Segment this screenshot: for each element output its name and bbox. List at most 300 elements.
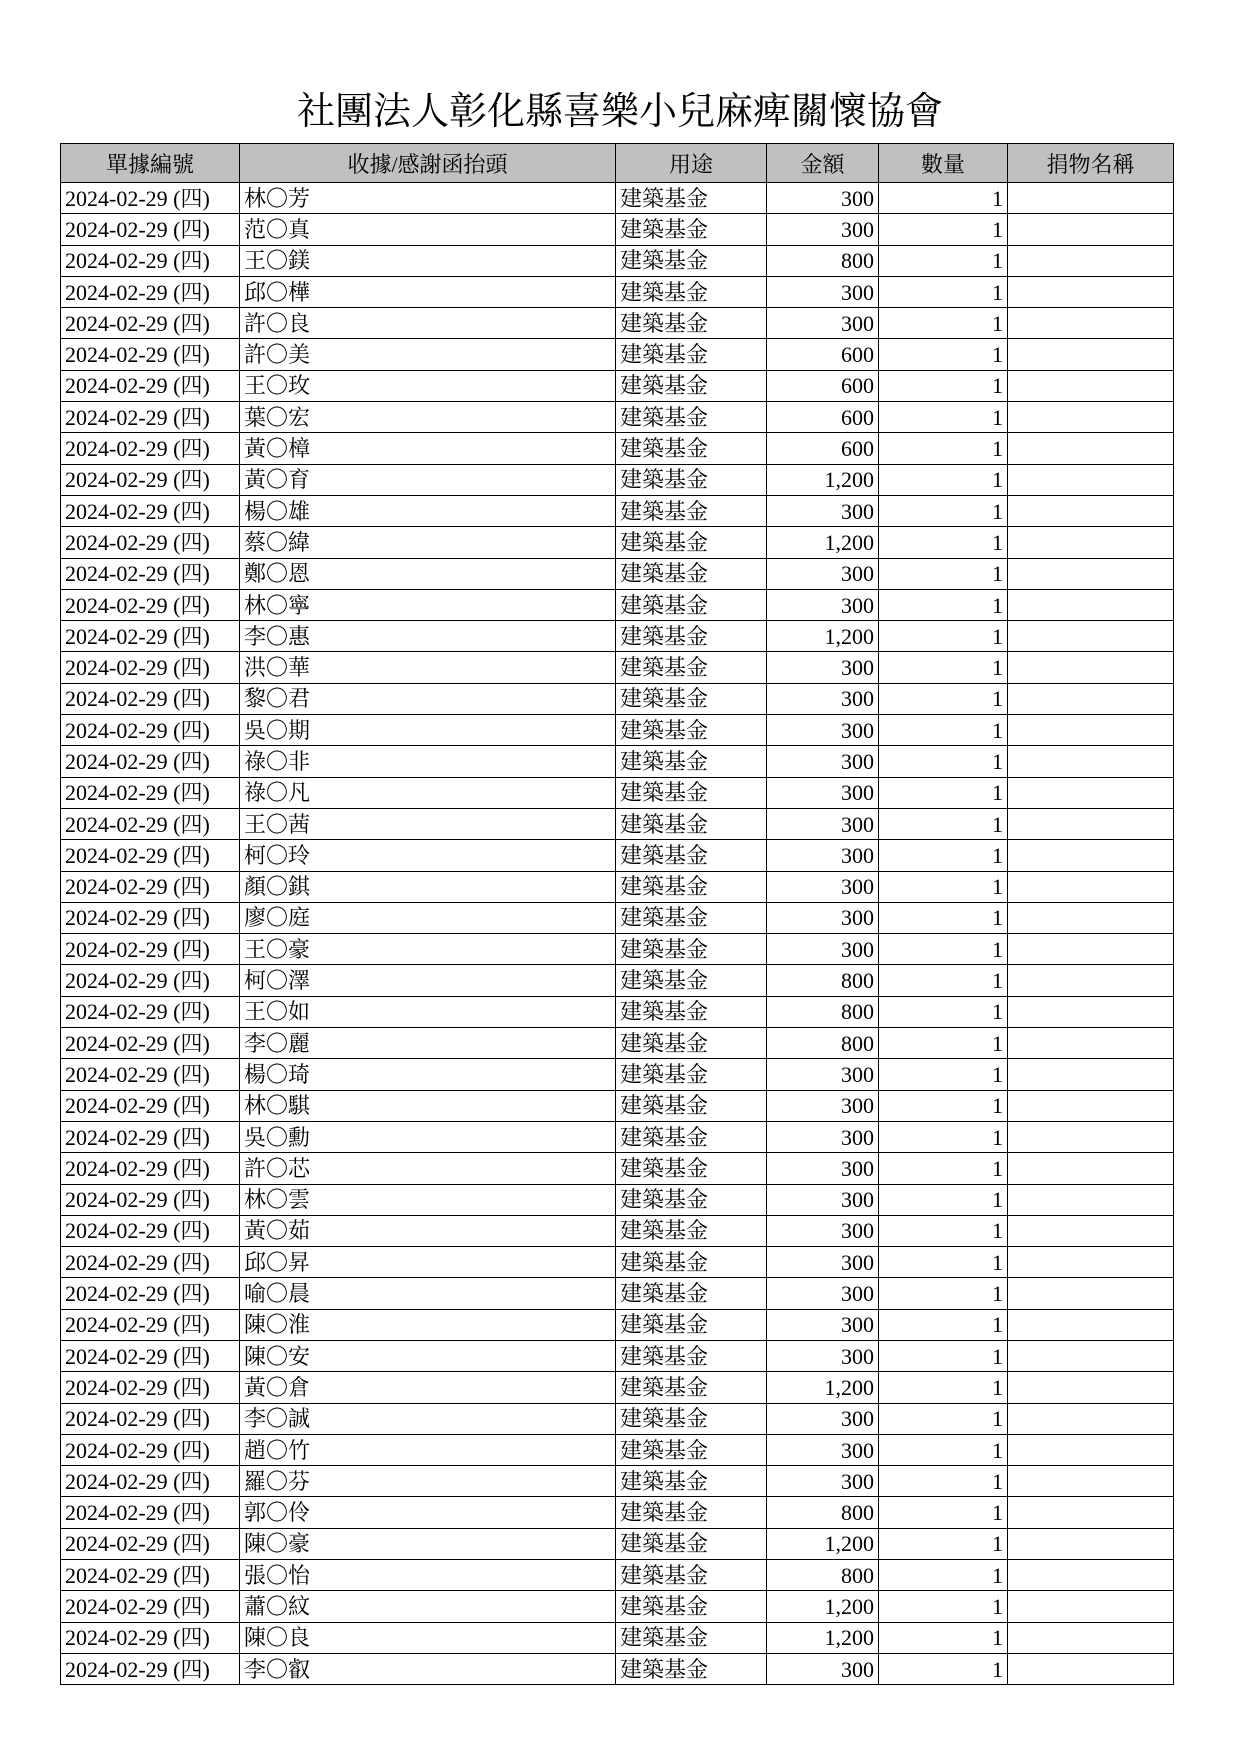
cell-item-name [1008, 1528, 1174, 1559]
cell-payee: 黎〇君 [240, 683, 616, 714]
cell-amount: 300 [767, 715, 879, 746]
cell-item-name [1008, 402, 1174, 433]
table-row [61, 1028, 1174, 1059]
cell-payee: 柯〇玲 [240, 840, 616, 871]
table-row [61, 1528, 1174, 1559]
cell-date: 2024-02-29 (四) [61, 871, 240, 902]
table-row [61, 1372, 1174, 1403]
cell-amount: 300 [767, 1340, 879, 1371]
table-row [61, 370, 1174, 401]
cell-item-name [1008, 996, 1174, 1027]
table-row [61, 495, 1174, 526]
cell-quantity: 1 [879, 1278, 1008, 1309]
cell-date: 2024-02-29 (四) [61, 1278, 240, 1309]
cell-amount: 300 [767, 1278, 879, 1309]
cell-quantity: 1 [879, 1309, 1008, 1340]
cell-quantity: 1 [879, 370, 1008, 401]
cell-payee: 林〇雲 [240, 1184, 616, 1215]
cell-item-name [1008, 276, 1174, 307]
cell-date: 2024-02-29 (四) [61, 1184, 240, 1215]
cell-item-name [1008, 1340, 1174, 1371]
cell-purpose: 建築基金 [616, 1309, 767, 1340]
cell-purpose: 建築基金 [616, 1059, 767, 1090]
cell-date: 2024-02-29 (四) [61, 1309, 240, 1340]
cell-purpose: 建築基金 [616, 402, 767, 433]
table-row [61, 1184, 1174, 1215]
cell-item-name [1008, 1403, 1174, 1434]
cell-quantity: 1 [879, 1059, 1008, 1090]
cell-date: 2024-02-29 (四) [61, 527, 240, 558]
cell-amount: 300 [767, 1090, 879, 1121]
cell-item-name [1008, 495, 1174, 526]
table-row [61, 1247, 1174, 1278]
cell-purpose: 建築基金 [616, 934, 767, 965]
cell-quantity: 1 [879, 683, 1008, 714]
cell-payee: 李〇麗 [240, 1028, 616, 1059]
table-row [61, 1215, 1174, 1246]
cell-date: 2024-02-29 (四) [61, 1215, 240, 1246]
cell-date: 2024-02-29 (四) [61, 1497, 240, 1528]
cell-date: 2024-02-29 (四) [61, 1466, 240, 1497]
cell-item-name [1008, 1653, 1174, 1684]
cell-item-name [1008, 934, 1174, 965]
cell-item-name [1008, 245, 1174, 276]
cell-amount: 300 [767, 902, 879, 933]
cell-purpose: 建築基金 [616, 276, 767, 307]
cell-amount: 600 [767, 370, 879, 401]
cell-amount: 300 [767, 652, 879, 683]
cell-purpose: 建築基金 [616, 245, 767, 276]
cell-quantity: 1 [879, 715, 1008, 746]
cell-quantity: 1 [879, 339, 1008, 370]
cell-quantity: 1 [879, 1215, 1008, 1246]
table-row [61, 715, 1174, 746]
cell-date: 2024-02-29 (四) [61, 1560, 240, 1591]
cell-amount: 300 [767, 1434, 879, 1465]
cell-item-name [1008, 1591, 1174, 1622]
cell-quantity: 1 [879, 996, 1008, 1027]
cell-item-name [1008, 777, 1174, 808]
cell-payee: 李〇誠 [240, 1403, 616, 1434]
cell-date: 2024-02-29 (四) [61, 652, 240, 683]
cell-payee: 邱〇昇 [240, 1247, 616, 1278]
cell-payee: 林〇芳 [240, 183, 616, 214]
cell-amount: 300 [767, 777, 879, 808]
cell-purpose: 建築基金 [616, 1184, 767, 1215]
cell-amount: 300 [767, 1653, 879, 1684]
cell-purpose: 建築基金 [616, 308, 767, 339]
cell-item-name [1008, 683, 1174, 714]
table-row [61, 1090, 1174, 1121]
cell-date: 2024-02-29 (四) [61, 1653, 240, 1684]
cell-amount: 300 [767, 1466, 879, 1497]
cell-amount: 300 [767, 1309, 879, 1340]
cell-amount: 1,200 [767, 464, 879, 495]
cell-amount: 800 [767, 245, 879, 276]
table-row [61, 1309, 1174, 1340]
header-quantity: 數量 [879, 144, 1008, 183]
cell-amount: 800 [767, 1497, 879, 1528]
table-row [61, 1403, 1174, 1434]
cell-amount: 300 [767, 183, 879, 214]
cell-item-name [1008, 214, 1174, 245]
cell-payee: 蔡〇緯 [240, 527, 616, 558]
cell-payee: 葉〇宏 [240, 402, 616, 433]
cell-payee: 楊〇雄 [240, 495, 616, 526]
header-payee: 收據/感謝函抬頭 [240, 144, 616, 183]
cell-quantity: 1 [879, 1372, 1008, 1403]
cell-purpose: 建築基金 [616, 527, 767, 558]
cell-quantity: 1 [879, 589, 1008, 620]
table-row [61, 1278, 1174, 1309]
cell-date: 2024-02-29 (四) [61, 495, 240, 526]
cell-date: 2024-02-29 (四) [61, 1028, 240, 1059]
cell-date: 2024-02-29 (四) [61, 1528, 240, 1559]
cell-date: 2024-02-29 (四) [61, 1591, 240, 1622]
cell-purpose: 建築基金 [616, 1434, 767, 1465]
table-row [61, 402, 1174, 433]
table-row [61, 214, 1174, 245]
cell-payee: 洪〇華 [240, 652, 616, 683]
cell-item-name [1008, 1309, 1174, 1340]
cell-payee: 邱〇樺 [240, 276, 616, 307]
cell-amount: 1,200 [767, 1528, 879, 1559]
cell-quantity: 1 [879, 402, 1008, 433]
cell-amount: 300 [767, 308, 879, 339]
cell-purpose: 建築基金 [616, 715, 767, 746]
cell-payee: 顏〇錤 [240, 871, 616, 902]
table-row [61, 1059, 1174, 1090]
cell-quantity: 1 [879, 934, 1008, 965]
header-purpose: 用途 [616, 144, 767, 183]
cell-payee: 王〇豪 [240, 934, 616, 965]
cell-item-name [1008, 1184, 1174, 1215]
cell-amount: 300 [767, 276, 879, 307]
cell-purpose: 建築基金 [616, 339, 767, 370]
table-row [61, 589, 1174, 620]
cell-quantity: 1 [879, 840, 1008, 871]
cell-payee: 吳〇勳 [240, 1121, 616, 1152]
cell-purpose: 建築基金 [616, 1215, 767, 1246]
cell-quantity: 1 [879, 1653, 1008, 1684]
cell-quantity: 1 [879, 276, 1008, 307]
cell-item-name [1008, 589, 1174, 620]
cell-date: 2024-02-29 (四) [61, 1434, 240, 1465]
table-row [61, 558, 1174, 589]
cell-item-name [1008, 1622, 1174, 1653]
table-row [61, 808, 1174, 839]
cell-item-name [1008, 464, 1174, 495]
cell-payee: 廖〇庭 [240, 902, 616, 933]
cell-quantity: 1 [879, 464, 1008, 495]
cell-quantity: 1 [879, 777, 1008, 808]
cell-amount: 1,200 [767, 527, 879, 558]
cell-purpose: 建築基金 [616, 1403, 767, 1434]
cell-quantity: 1 [879, 1560, 1008, 1591]
cell-purpose: 建築基金 [616, 996, 767, 1027]
cell-item-name [1008, 308, 1174, 339]
cell-date: 2024-02-29 (四) [61, 746, 240, 777]
cell-amount: 300 [767, 1059, 879, 1090]
cell-item-name [1008, 902, 1174, 933]
cell-quantity: 1 [879, 652, 1008, 683]
cell-item-name [1008, 1560, 1174, 1591]
cell-quantity: 1 [879, 1184, 1008, 1215]
cell-purpose: 建築基金 [616, 1560, 767, 1591]
cell-payee: 祿〇非 [240, 746, 616, 777]
cell-payee: 李〇叡 [240, 1653, 616, 1684]
cell-purpose: 建築基金 [616, 1497, 767, 1528]
cell-purpose: 建築基金 [616, 808, 767, 839]
cell-item-name [1008, 840, 1174, 871]
cell-payee: 林〇寧 [240, 589, 616, 620]
cell-item-name [1008, 871, 1174, 902]
cell-date: 2024-02-29 (四) [61, 245, 240, 276]
cell-date: 2024-02-29 (四) [61, 1622, 240, 1653]
cell-quantity: 1 [879, 1121, 1008, 1152]
cell-quantity: 1 [879, 1622, 1008, 1653]
cell-amount: 1,200 [767, 1591, 879, 1622]
cell-payee: 黃〇樟 [240, 433, 616, 464]
cell-purpose: 建築基金 [616, 464, 767, 495]
cell-payee: 黃〇育 [240, 464, 616, 495]
cell-quantity: 1 [879, 746, 1008, 777]
cell-quantity: 1 [879, 965, 1008, 996]
cell-date: 2024-02-29 (四) [61, 1059, 240, 1090]
cell-quantity: 1 [879, 1340, 1008, 1371]
cell-item-name [1008, 715, 1174, 746]
cell-payee: 吳〇期 [240, 715, 616, 746]
cell-amount: 300 [767, 746, 879, 777]
cell-amount: 800 [767, 996, 879, 1027]
cell-item-name [1008, 1215, 1174, 1246]
cell-item-name [1008, 1434, 1174, 1465]
cell-quantity: 1 [879, 1497, 1008, 1528]
cell-item-name [1008, 370, 1174, 401]
cell-date: 2024-02-29 (四) [61, 965, 240, 996]
cell-purpose: 建築基金 [616, 214, 767, 245]
cell-quantity: 1 [879, 214, 1008, 245]
cell-item-name [1008, 808, 1174, 839]
header-item-name: 捐物名稱 [1008, 144, 1174, 183]
table-row [61, 652, 1174, 683]
cell-quantity: 1 [879, 871, 1008, 902]
cell-date: 2024-02-29 (四) [61, 621, 240, 652]
table-row [61, 1622, 1174, 1653]
table-row [61, 1497, 1174, 1528]
cell-payee: 林〇騏 [240, 1090, 616, 1121]
cell-item-name [1008, 621, 1174, 652]
cell-quantity: 1 [879, 1153, 1008, 1184]
cell-amount: 1,200 [767, 1622, 879, 1653]
cell-item-name [1008, 1121, 1174, 1152]
cell-quantity: 1 [879, 1434, 1008, 1465]
cell-item-name [1008, 965, 1174, 996]
table-row [61, 1434, 1174, 1465]
table-row [61, 245, 1174, 276]
cell-quantity: 1 [879, 1090, 1008, 1121]
cell-date: 2024-02-29 (四) [61, 934, 240, 965]
table-row [61, 1466, 1174, 1497]
cell-date: 2024-02-29 (四) [61, 464, 240, 495]
cell-payee: 陳〇豪 [240, 1528, 616, 1559]
cell-amount: 1,200 [767, 1372, 879, 1403]
cell-quantity: 1 [879, 433, 1008, 464]
cell-date: 2024-02-29 (四) [61, 1340, 240, 1371]
cell-date: 2024-02-29 (四) [61, 1247, 240, 1278]
cell-amount: 800 [767, 965, 879, 996]
table-row [61, 683, 1174, 714]
cell-purpose: 建築基金 [616, 652, 767, 683]
table-row [61, 621, 1174, 652]
cell-amount: 300 [767, 1247, 879, 1278]
table-row [61, 996, 1174, 1027]
cell-purpose: 建築基金 [616, 1528, 767, 1559]
cell-quantity: 1 [879, 1403, 1008, 1434]
cell-date: 2024-02-29 (四) [61, 589, 240, 620]
table-row [61, 339, 1174, 370]
page-title: 社團法人彰化縣喜樂小兒麻痺關懷協會 [296, 89, 943, 133]
cell-purpose: 建築基金 [616, 1653, 767, 1684]
cell-payee: 王〇茜 [240, 808, 616, 839]
cell-item-name [1008, 652, 1174, 683]
cell-item-name [1008, 183, 1174, 214]
cell-date: 2024-02-29 (四) [61, 1403, 240, 1434]
cell-date: 2024-02-29 (四) [61, 777, 240, 808]
cell-payee: 陳〇淮 [240, 1309, 616, 1340]
cell-amount: 300 [767, 558, 879, 589]
cell-payee: 黃〇茹 [240, 1215, 616, 1246]
cell-payee: 王〇如 [240, 996, 616, 1027]
cell-item-name [1008, 1497, 1174, 1528]
cell-quantity: 1 [879, 1591, 1008, 1622]
cell-payee: 黃〇倉 [240, 1372, 616, 1403]
cell-item-name [1008, 558, 1174, 589]
cell-purpose: 建築基金 [616, 1028, 767, 1059]
cell-date: 2024-02-29 (四) [61, 308, 240, 339]
cell-amount: 300 [767, 1121, 879, 1152]
cell-amount: 300 [767, 1153, 879, 1184]
cell-purpose: 建築基金 [616, 183, 767, 214]
table-row [61, 902, 1174, 933]
cell-date: 2024-02-29 (四) [61, 808, 240, 839]
table-body [61, 183, 1174, 1685]
cell-purpose: 建築基金 [616, 1278, 767, 1309]
cell-purpose: 建築基金 [616, 433, 767, 464]
cell-amount: 800 [767, 1028, 879, 1059]
cell-item-name [1008, 527, 1174, 558]
cell-purpose: 建築基金 [616, 1340, 767, 1371]
cell-date: 2024-02-29 (四) [61, 1090, 240, 1121]
table-row [61, 1653, 1174, 1684]
cell-date: 2024-02-29 (四) [61, 558, 240, 589]
cell-purpose: 建築基金 [616, 370, 767, 401]
cell-date: 2024-02-29 (四) [61, 433, 240, 464]
cell-amount: 300 [767, 589, 879, 620]
table-row [61, 527, 1174, 558]
cell-amount: 600 [767, 433, 879, 464]
table-row [61, 934, 1174, 965]
table-row [61, 777, 1174, 808]
cell-amount: 800 [767, 1560, 879, 1591]
cell-date: 2024-02-29 (四) [61, 902, 240, 933]
cell-amount: 300 [767, 214, 879, 245]
cell-amount: 300 [767, 1403, 879, 1434]
cell-quantity: 1 [879, 1466, 1008, 1497]
cell-payee: 趙〇竹 [240, 1434, 616, 1465]
header-amount: 金額 [767, 144, 879, 183]
cell-date: 2024-02-29 (四) [61, 1153, 240, 1184]
cell-item-name [1008, 1059, 1174, 1090]
cell-amount: 300 [767, 1215, 879, 1246]
cell-date: 2024-02-29 (四) [61, 840, 240, 871]
cell-date: 2024-02-29 (四) [61, 715, 240, 746]
table-row [61, 871, 1174, 902]
cell-quantity: 1 [879, 308, 1008, 339]
cell-date: 2024-02-29 (四) [61, 183, 240, 214]
cell-purpose: 建築基金 [616, 746, 767, 777]
cell-payee: 范〇真 [240, 214, 616, 245]
cell-item-name [1008, 1028, 1174, 1059]
table-row [61, 1340, 1174, 1371]
cell-item-name [1008, 1090, 1174, 1121]
cell-payee: 許〇美 [240, 339, 616, 370]
table-row [61, 308, 1174, 339]
cell-quantity: 1 [879, 527, 1008, 558]
table-row [61, 433, 1174, 464]
cell-date: 2024-02-29 (四) [61, 402, 240, 433]
cell-amount: 300 [767, 683, 879, 714]
cell-item-name [1008, 1247, 1174, 1278]
cell-purpose: 建築基金 [616, 558, 767, 589]
table-row [61, 840, 1174, 871]
header-receipt-no: 單據編號 [61, 144, 240, 183]
cell-purpose: 建築基金 [616, 1466, 767, 1497]
cell-quantity: 1 [879, 1247, 1008, 1278]
table-header-row [61, 144, 1174, 183]
cell-purpose: 建築基金 [616, 1247, 767, 1278]
cell-purpose: 建築基金 [616, 495, 767, 526]
cell-payee: 許〇良 [240, 308, 616, 339]
cell-item-name [1008, 1466, 1174, 1497]
cell-purpose: 建築基金 [616, 1090, 767, 1121]
table-row [61, 1121, 1174, 1152]
cell-date: 2024-02-29 (四) [61, 1372, 240, 1403]
cell-item-name [1008, 746, 1174, 777]
table-row [61, 746, 1174, 777]
cell-date: 2024-02-29 (四) [61, 683, 240, 714]
cell-quantity: 1 [879, 1528, 1008, 1559]
cell-amount: 300 [767, 871, 879, 902]
cell-purpose: 建築基金 [616, 777, 767, 808]
cell-date: 2024-02-29 (四) [61, 1121, 240, 1152]
cell-payee: 楊〇琦 [240, 1059, 616, 1090]
table-row [61, 464, 1174, 495]
cell-purpose: 建築基金 [616, 683, 767, 714]
cell-item-name [1008, 339, 1174, 370]
cell-item-name [1008, 1278, 1174, 1309]
cell-payee: 李〇惠 [240, 621, 616, 652]
cell-purpose: 建築基金 [616, 871, 767, 902]
cell-purpose: 建築基金 [616, 965, 767, 996]
cell-amount: 300 [767, 840, 879, 871]
cell-quantity: 1 [879, 808, 1008, 839]
cell-payee: 王〇玫 [240, 370, 616, 401]
cell-amount: 300 [767, 1184, 879, 1215]
cell-quantity: 1 [879, 1028, 1008, 1059]
cell-purpose: 建築基金 [616, 1121, 767, 1152]
cell-payee: 許〇芯 [240, 1153, 616, 1184]
